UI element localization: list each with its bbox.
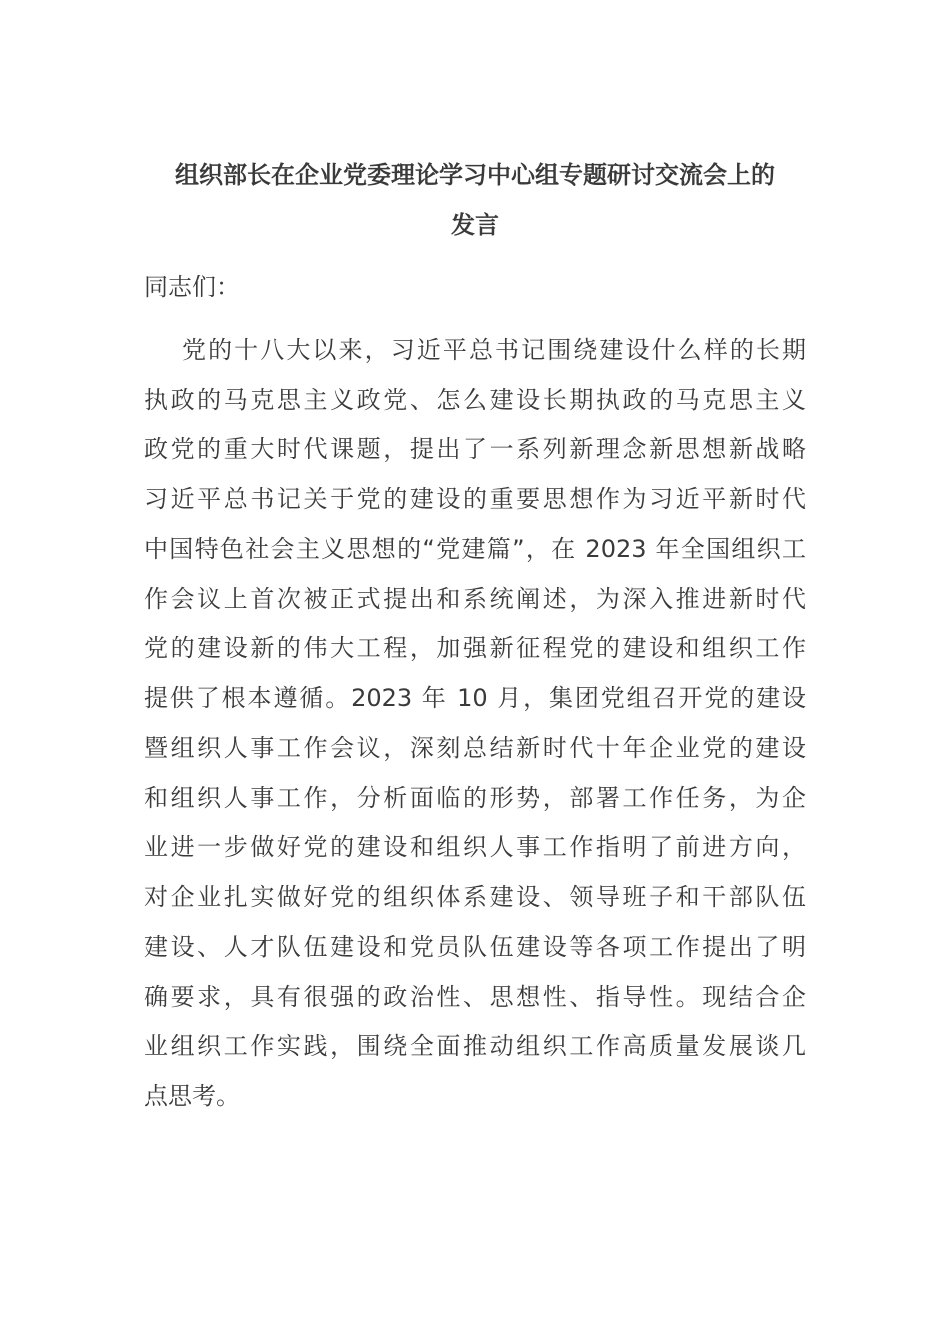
document-title-line-1: 组织部长在企业党委理论学习中心组专题研讨交流会上的 [175, 161, 775, 189]
body-line: 暨组织人事工作会议，深刻总结新时代十年企业党的建设 [144, 734, 806, 762]
body-line: 确要求，具有很强的政治性、思想性、指导性。现结合企 [144, 983, 806, 1011]
body-line: 执政的马克思主义政党、怎么建设长期执政的马克思主义 [144, 386, 806, 414]
document-title-line-2: 发言 [451, 211, 499, 239]
body-line: 习近平总书记关于党的建设的重要思想作为习近平新时代 [144, 485, 806, 513]
body-line: 党的建设新的伟大工程，加强新征程党的建设和组织工作 [144, 634, 806, 662]
body-line: 提供了根本遵循。2023 年 10 月，集团党组召开党的建设 [144, 684, 806, 712]
body-line: 作会议上首次被正式提出和系统阐述，为深入推进新时代 [144, 585, 806, 613]
body-line: 中国特色社会主义思想的“党建篇”，在 2023 年全国组织工 [144, 535, 806, 563]
body-line: 业进一步做好党的建设和组织人事工作指明了前进方向， [144, 833, 806, 861]
body-line: 业组织工作实践，围绕全面推动组织工作高质量发展谈几 [144, 1032, 806, 1060]
body-line: 点思考。 [144, 1082, 240, 1110]
body-line: 党的十八大以来，习近平总书记围绕建设什么样的长期 [182, 336, 806, 364]
body-line: 和组织人事工作，分析面临的形势，部署工作任务，为企 [144, 784, 806, 812]
body-line: 对企业扎实做好党的组织体系建设、领导班子和干部队伍 [144, 883, 806, 911]
salutation: 同志们： [144, 273, 240, 301]
body-line: 政党的重大时代课题，提出了一系列新理念新思想新战略 [144, 435, 806, 463]
body-line: 建设、人才队伍建设和党员队伍建设等各项工作提出了明 [144, 933, 806, 961]
